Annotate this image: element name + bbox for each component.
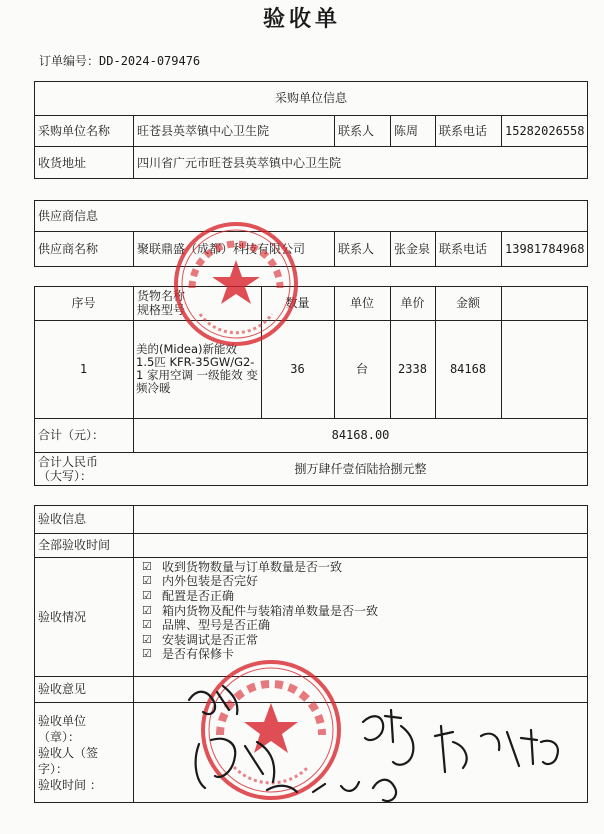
check-item <box>142 647 378 662</box>
supplier-name: 聚联鼎盛（成都）科技有限公司 <box>137 242 306 256</box>
goods-total-value: 84168.00 <box>331 428 390 442</box>
goods-row-desc-text: 美的(Midea)新能效 1.5匹 KFR-35GW/G2-1 家用空调 一级能效 变频冷暖 <box>136 342 258 395</box>
check-item-label: 是否有保修卡 <box>162 647 235 662</box>
goods-header-name <box>133 286 261 320</box>
goods-total-cn-value: 捌万肆仟壹佰陆拾捌元整 <box>294 462 427 476</box>
checkbox-tick-icon: ☑ <box>142 559 152 573</box>
check-item-label: 收到货物数量与订单数量是否一致 <box>162 559 343 574</box>
acceptance-checklist <box>142 559 378 661</box>
check-item-label: 箱内货物及配件与装箱清单数量是否一致 <box>162 603 379 618</box>
checkbox-tick-icon: ☑ <box>142 647 152 661</box>
document-title: 验收单 <box>262 7 341 32</box>
buyer-address-label: 收货地址 <box>38 155 87 170</box>
goods-header-amount: 金额 <box>455 296 480 310</box>
supplier-contact-label: 联系人 <box>338 242 375 256</box>
acceptance-opinion-label: 验收意见 <box>38 682 87 696</box>
buyer-contact: 陈周 <box>394 123 419 138</box>
check-item-label: 内外包装是否完好 <box>162 574 259 589</box>
supplier-name-label: 供应商名称 <box>38 242 99 256</box>
acceptance-info-label: 验收信息 <box>38 512 87 526</box>
supplier-section-title: 供应商信息 <box>38 208 99 223</box>
check-item-label: 配置是否正确 <box>162 588 235 603</box>
check-item <box>142 588 378 603</box>
acceptance-date-label: 验收时间 ： <box>38 777 102 792</box>
goods-row-desc <box>133 320 261 418</box>
check-item <box>142 574 378 589</box>
goods-header-name-line1: 货物名称 <box>137 289 186 303</box>
goods-header-name-line2: 规格型号 <box>137 303 186 317</box>
goods-header-qty: 数量 <box>285 296 310 310</box>
buyer-name-label: 采购单位名称 <box>38 123 111 138</box>
acceptance-time-label: 全部验收时间 <box>38 538 111 552</box>
checkbox-tick-icon: ☑ <box>142 632 152 646</box>
check-item-label: 安装调试是否正常 <box>162 632 259 647</box>
acceptance-person-label-1: 验收人（签 <box>38 745 99 760</box>
acceptance-unit-label-1: 验收单位 <box>38 713 87 728</box>
buyer-address: 四川省广元市旺苍县英萃镇中心卫生院 <box>137 155 342 170</box>
buyer-section-title: 采购单位信息 <box>274 91 347 105</box>
order-number-value: DD-2024-079476 <box>99 54 201 68</box>
goods-row-qty: 36 <box>290 362 305 376</box>
acceptance-status-label: 验收情况 <box>38 609 87 624</box>
acceptance-person-label-2: 字）： <box>38 761 69 776</box>
goods-header-seq: 序号 <box>71 296 96 310</box>
buyer-contact-label: 联系人 <box>338 123 375 138</box>
checkbox-tick-icon: ☑ <box>142 574 152 588</box>
order-number-label: 订单编号： <box>39 54 100 68</box>
checkbox-tick-icon: ☑ <box>142 603 152 617</box>
goods-total-cn-label-line2: （大写）： <box>38 469 93 483</box>
check-item <box>142 632 378 647</box>
acceptance-signature-labels <box>34 702 133 803</box>
checkbox-tick-icon: ☑ <box>142 618 152 632</box>
goods-total-cn-label <box>34 452 133 486</box>
order-number <box>39 52 200 69</box>
check-item-label: 品牌、型号是否正确 <box>162 618 271 633</box>
check-item <box>142 617 378 632</box>
goods-header-price: 单价 <box>400 296 425 310</box>
acceptance-unit-label-2: （章）： <box>38 729 81 744</box>
buyer-phone-label: 联系电话 <box>439 123 488 138</box>
buyer-name: 旺苍县英萃镇中心卫生院 <box>137 123 270 138</box>
goods-header-unit: 单位 <box>349 296 374 310</box>
supplier-contact: 张金泉 <box>394 242 431 256</box>
goods-row-price: 2338 <box>398 362 427 376</box>
goods-row-unit: 台 <box>355 362 368 376</box>
goods-row-amount: 84168 <box>449 362 487 376</box>
check-item <box>142 603 378 618</box>
supplier-phone: 13981784968 <box>505 242 585 256</box>
check-item <box>142 559 378 574</box>
supplier-phone-label: 联系电话 <box>439 242 488 256</box>
goods-total-label: 合计（元）： <box>38 428 105 442</box>
buyer-phone: 15282026558 <box>505 123 585 138</box>
checkbox-tick-icon: ☑ <box>142 588 152 602</box>
goods-row-seq: 1 <box>79 362 88 376</box>
goods-total-cn-label-line1: 合计人民币 <box>38 455 99 469</box>
